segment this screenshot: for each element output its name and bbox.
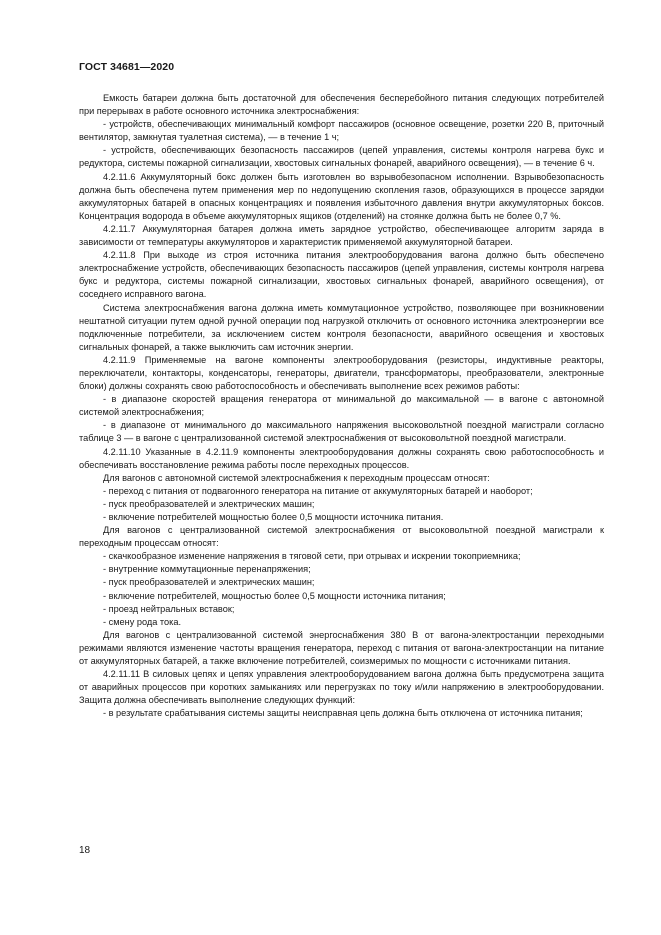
clause-4-2-11-10: 4.2.11.10 Указанные в 4.2.11.9 компоненты электрооборудования должны сохранять свою работоспособность и обеспечивать восстановление режима работы после переходных процессов. <box>79 446 604 470</box>
paragraph: Для вагонов с централизованной системой энергоснабжения 380 В от вагона-электростанции переходными режимами являются изменение частоты вращения генератора, переход с питания от вагона-электростанции на питание от аккумуляторных батарей, а также включение потребителей, соизмеримых по мощности с источниками питания. <box>79 629 604 667</box>
list-item: - проезд нейтральных вставок; <box>103 603 235 614</box>
clause-4-2-11-9: 4.2.11.9 Применяемые на вагоне компоненты электрооборудования (резисторы, индуктивные реакторы, переключатели, контакторы, конденсаторы, генераторы, двигатели, трансформаторы, преобразователи, электронные блоки) должны сохранять свою работоспособность и обеспечивать выполнение всех режимов работы: <box>79 354 604 392</box>
paragraph: Емкость батареи должна быть достаточной для обеспечения бесперебойного питания следующих потребителей при перерывах в работе основного источника электроснабжения: <box>79 93 604 117</box>
paragraph: Для вагонов с централизованной системой электроснабжения от высоковольтной поездной магистрали к переходным процессам относят: <box>79 525 604 549</box>
list-item: - устройств, обеспечивающих безопасность пассажиров (цепей управления, системы контроля нагрева букс и редуктора, системы пожарной сигнализации, хвостовых сигнальных фонарей, аварийного освещения), — в течение 6 ч. <box>79 145 604 169</box>
list-item: - устройств, обеспечивающих минимальный комфорт пассажиров (основное освещение, розетки 220 В, приточный вентилятор, замкнутая туалетная система), — в течение 1 ч; <box>79 119 604 143</box>
clause-4-2-11-11: 4.2.11.11 В силовых цепях и цепях управления электрооборудованием вагона должна быть предусмотрена защита от аварийных процессов при коротких замыканиях или перегрузках по току и/или напряжению в электрооборудовании. Защита должна обеспечивать выполнение следующих функций: <box>79 669 604 706</box>
document-body <box>79 92 604 721</box>
clause-4-2-11-7: 4.2.11.7 Аккумуляторная батарея должна иметь зарядное устройство, обеспечивающее алгоритм заряда в зависимости от температуры аккумуляторов и характеристик применяемой аккумуляторной батареи. <box>79 223 604 248</box>
list-item: - смену рода тока. <box>103 616 181 627</box>
document-header-title: ГОСТ 34681—2020 <box>79 61 175 73</box>
list-item: - внутренние коммутационные перенапряжения; <box>103 564 311 575</box>
list-item: - в диапазоне от минимального до максимального напряжения высоковольтной поездной магистрали согласно таблице 3 — в вагоне с централизованной системой электроснабжения от высоковольтной поездной магистрали. <box>79 420 604 444</box>
list-item: - скачкообразное изменение напряжения в тяговой сети, при отрывах и искрении токоприемника; <box>103 551 521 562</box>
list-item: - пуск преобразователей и электрических машин; <box>103 498 315 509</box>
list-item: - пуск преобразователей и электрических машин; <box>103 577 315 588</box>
paragraph: Для вагонов с автономной системой электроснабжения к переходным процессам относят: <box>103 472 490 483</box>
list-item: - включение потребителей мощностью более 0,5 мощности источника питания. <box>103 512 444 522</box>
list-item: - переход с питания от подвагонного генератора на питание от аккумуляторных батарей и наоборот; <box>103 485 533 496</box>
paragraph: Система электроснабжения вагона должна иметь коммутационное устройство, позволяющее при возникновении нештатной ситуации путем одной ручной операции под нагрузкой отключить от основного источника электроэнергии все подключенные потребители, за исключением систем контроля безопасности, аварийного освещения и хвостовых сигнальных фонарей, а также выключить сам источник энергии. <box>79 302 604 352</box>
page-number: 18 <box>79 845 91 856</box>
clause-4-2-11-6: 4.2.11.6 Аккумуляторный бокс должен быть изготовлен во взрывобезопасном исполнении. Взрывобезопасность должна быть обеспечена путем применения мер по недопущению скопления газов, образующихся в процессе зарядки аккумуляторных батарей в опасных концентрациях и появления избыточного давления внутри аккумуляторных боксов. Концентрация водорода в объеме аккумуляторных ящиков (отделений) на стоянке должна быть не более 0,7 %. <box>79 171 604 221</box>
list-item: - в результате срабатывания системы защиты неисправная цепь должна быть отключена от источника питания; <box>103 708 583 719</box>
clause-4-2-11-8: 4.2.11.8 При выходе из строя источника питания электрооборудования вагона должно быть обеспечено электроснабжение устройств, обеспечивающих безопасность пассажиров (цепей управления, системы контроля нагрева букс и редуктора, системы пожарной сигнализации, хвостовых сигнальных фонарей, аварийного освещения), от соседнего исправного вагона. <box>79 250 604 300</box>
list-item: - в диапазоне скоростей вращения генератора от минимальной до максимальной — в вагоне с автономной системой электроснабжения; <box>79 394 604 418</box>
list-item: - включение потребителей, мощностью более 0,5 мощности источника питания; <box>103 590 446 601</box>
